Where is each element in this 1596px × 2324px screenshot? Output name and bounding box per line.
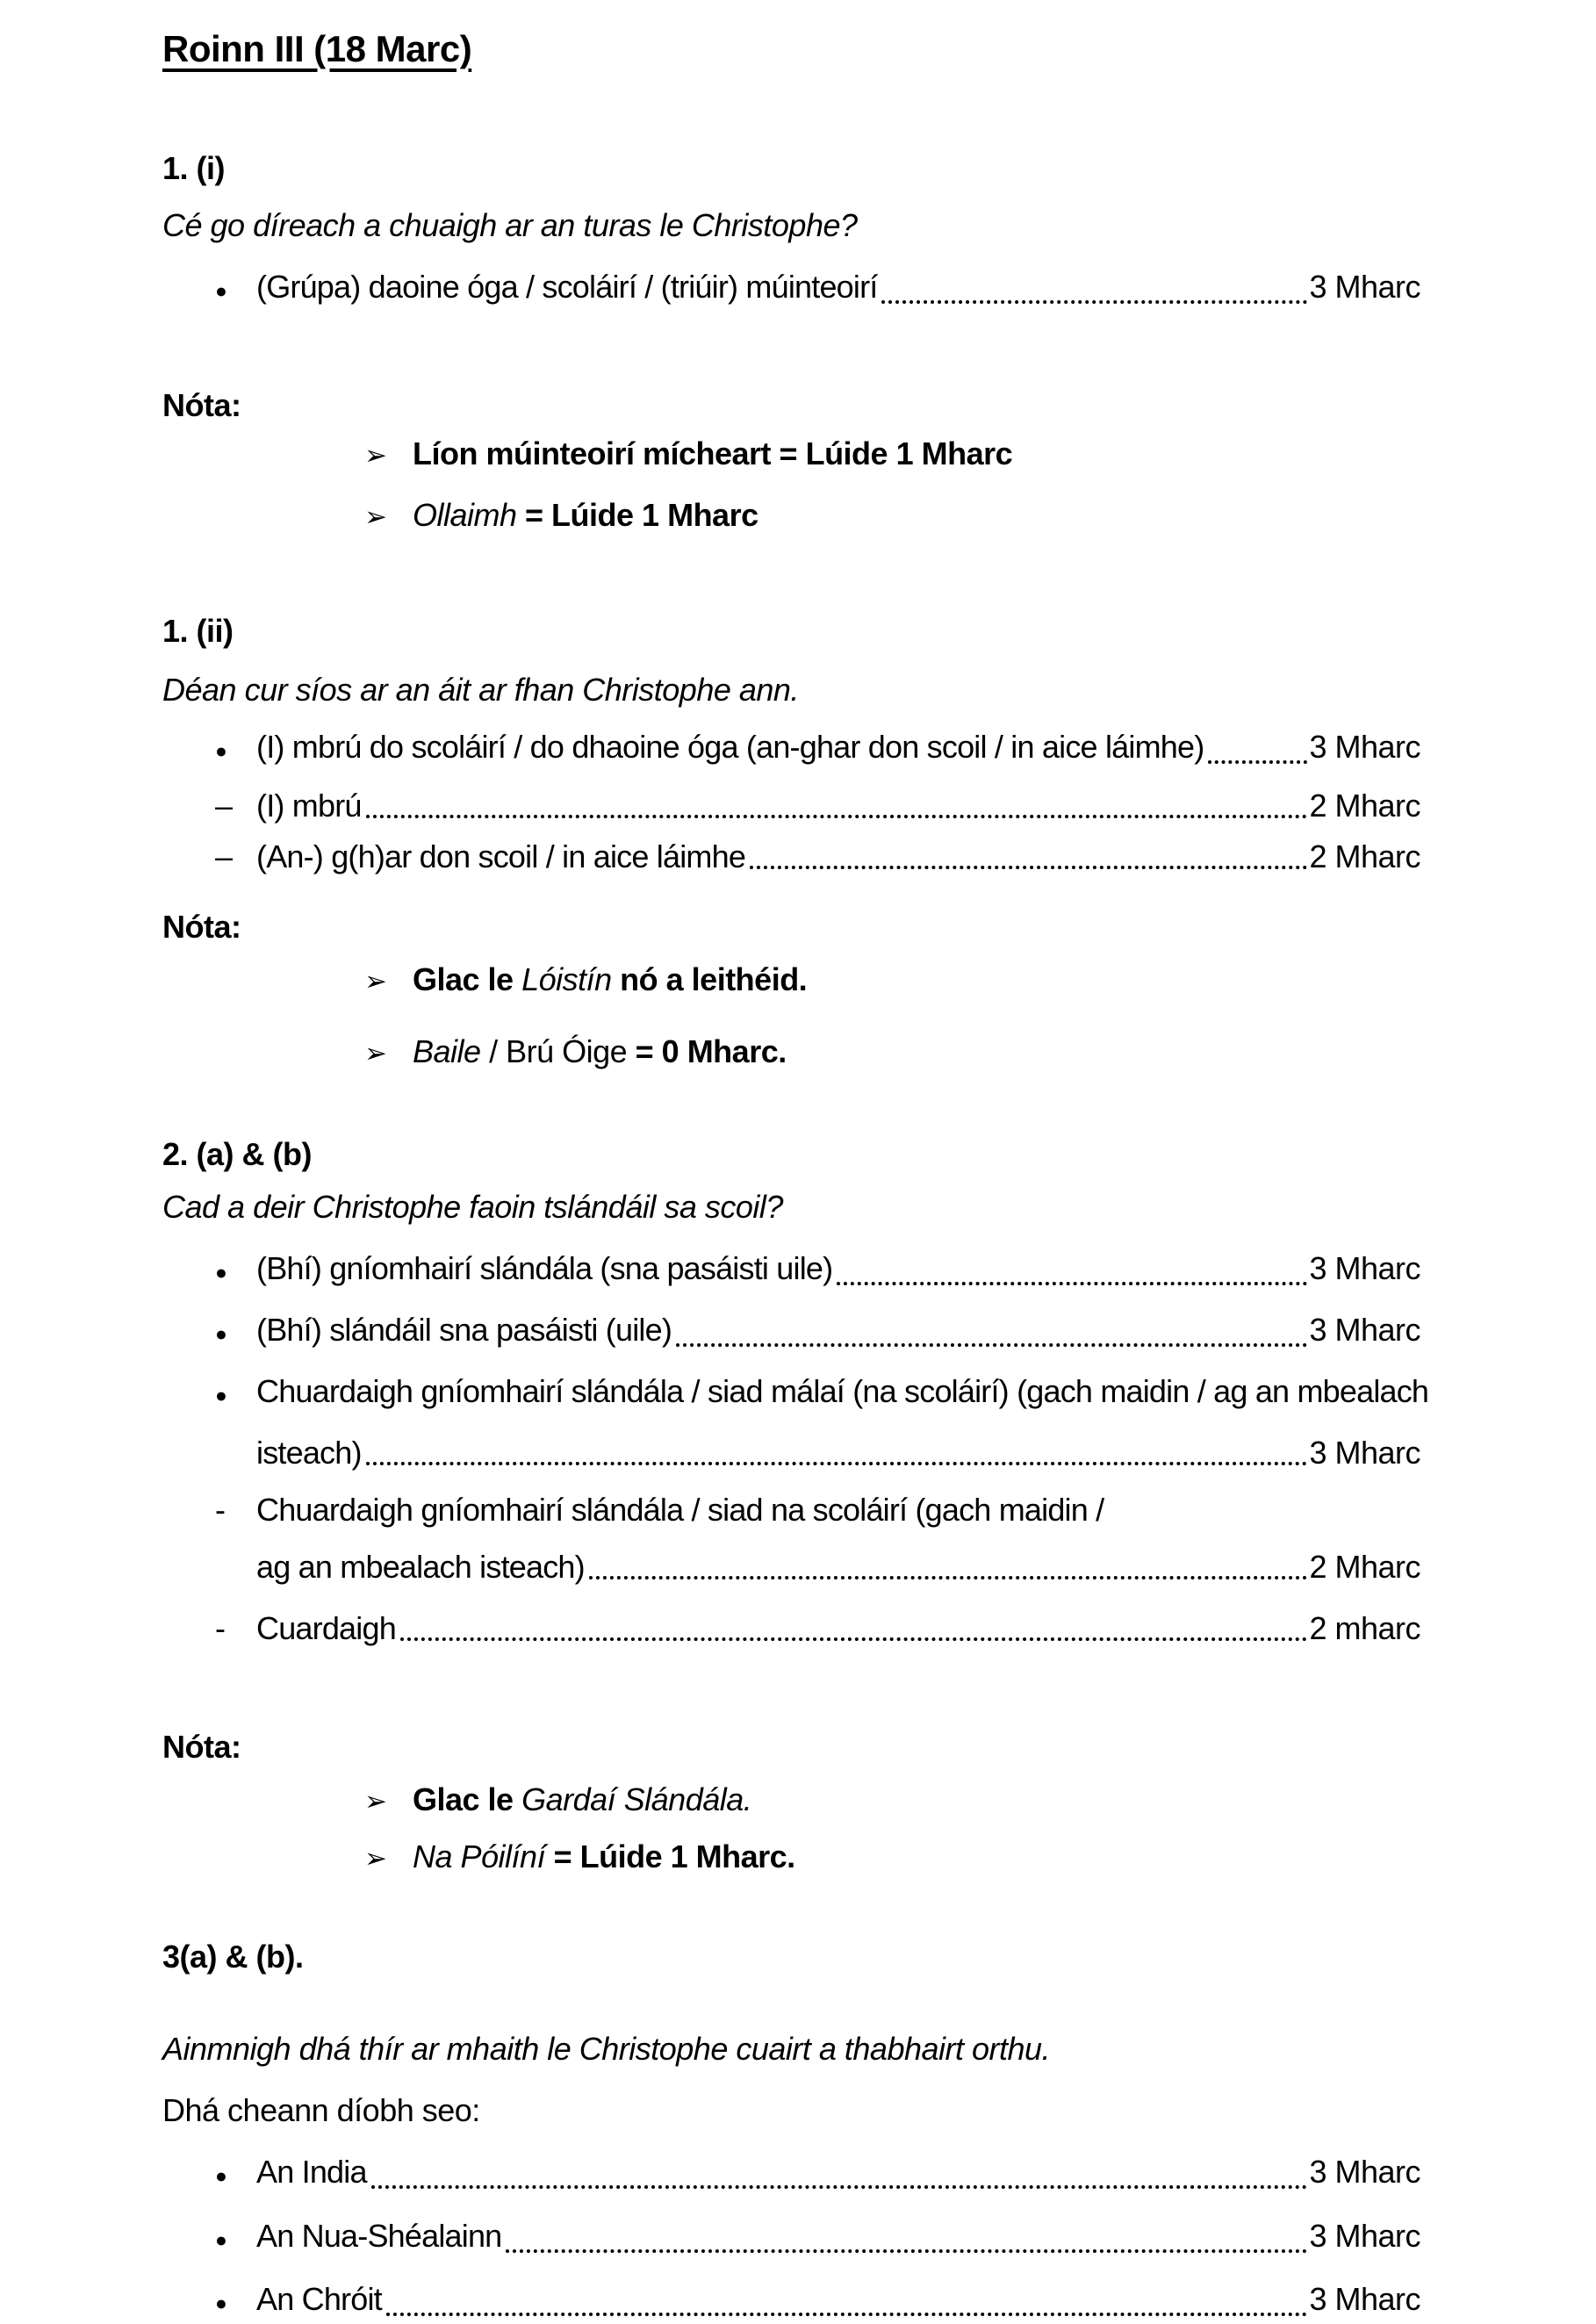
dot-leader bbox=[881, 300, 1307, 304]
note-run: = Lúide 1 Mharc. bbox=[545, 1838, 795, 1874]
answer-item-continuation bbox=[256, 1546, 1420, 1587]
dot-leader bbox=[750, 866, 1307, 869]
answer-text: (I) mbrú bbox=[256, 788, 362, 824]
section-heading-3ab: 3(a) & (b). bbox=[162, 1939, 304, 1975]
question-1i: Cé go díreach a chuaigh ar an turas le Christophe? bbox=[162, 207, 858, 243]
bullet-icon: ● bbox=[215, 1384, 227, 1407]
note-item bbox=[364, 959, 1420, 1002]
note-item bbox=[364, 1836, 1420, 1879]
arrow-icon: ➢ bbox=[364, 1786, 387, 1817]
dot-leader bbox=[837, 1282, 1307, 1285]
answer-item bbox=[215, 2278, 1420, 2324]
bullet-icon: ● bbox=[215, 2292, 227, 2314]
note-run: = 0 Mharc. bbox=[635, 1033, 787, 1069]
answer-text: (I) mbrú do scoláirí / do dhaoine óga (an-ghar don scoil / in aice láimhe) bbox=[256, 729, 1204, 765]
bullet-icon: ● bbox=[215, 1322, 227, 1345]
answer-item bbox=[215, 1309, 1420, 1355]
dot-leader bbox=[589, 1576, 1308, 1579]
answer-item bbox=[215, 726, 1420, 772]
note-run: nó a leithéid. bbox=[611, 961, 808, 997]
note-label: Nóta: bbox=[162, 387, 241, 423]
section-heading-1ii: 1. (ii) bbox=[162, 613, 234, 649]
marks-value: 3 Mharc bbox=[1309, 1250, 1420, 1286]
marks-value: 3 Mharc bbox=[1309, 2218, 1420, 2254]
dot-leader bbox=[386, 2313, 1308, 2316]
dot-leader bbox=[366, 1462, 1308, 1465]
answer-text: (An-) g(h)ar don scoil / in aice láimhe bbox=[256, 838, 746, 874]
dot-leader bbox=[676, 1343, 1307, 1347]
intro-text: Dhá cheann díobh seo: bbox=[162, 2092, 480, 2128]
dot-leader bbox=[400, 1637, 1308, 1641]
dot-leader bbox=[371, 2185, 1308, 2189]
arrow-icon: ➢ bbox=[364, 501, 387, 532]
bullet-icon: ● bbox=[215, 2228, 227, 2251]
dot-leader bbox=[366, 815, 1308, 818]
answer-text: (Bhí) gníomhairí slándála (sna pasáisti uile) bbox=[256, 1250, 833, 1286]
answer-item bbox=[215, 1248, 1420, 1293]
answer-item bbox=[215, 785, 1420, 826]
dash-icon: – bbox=[215, 788, 234, 824]
marks-value: 3 Mharc bbox=[1309, 1435, 1420, 1471]
answer-item bbox=[215, 2215, 1420, 2261]
arrow-icon: ➢ bbox=[364, 1038, 387, 1068]
note-run: Lóistín bbox=[521, 961, 612, 997]
answer-item bbox=[215, 1489, 1420, 1530]
note-run: Líon múinteoirí mícheart = Lúide 1 Mharc bbox=[413, 435, 1013, 471]
note-item bbox=[364, 1779, 1420, 1822]
marks-value: 3 Mharc bbox=[1309, 2154, 1420, 2190]
question-3ab: Ainmnigh dhá thír ar mhaith le Christophe cuairt a thabhairt orthu. bbox=[162, 2031, 1051, 2067]
marks-value: 2 Mharc bbox=[1309, 1549, 1420, 1585]
answer-item bbox=[215, 836, 1420, 877]
answer-text: An Nua-Shéalainn bbox=[256, 2218, 502, 2254]
note-text bbox=[413, 1031, 787, 1072]
section-heading-1i: 1. (i) bbox=[162, 150, 226, 186]
answer-text: ag an mbealach isteach) bbox=[256, 1549, 585, 1585]
page-title-text: Roinn III (18 Marc) bbox=[162, 28, 472, 69]
note-run: Ollaimh bbox=[413, 497, 517, 533]
marks-value: 3 Mharc bbox=[1309, 1312, 1420, 1348]
answer-text: Cuardaigh bbox=[256, 1610, 396, 1646]
answer-item bbox=[215, 2151, 1420, 2197]
answer-text: An Chróit bbox=[256, 2281, 382, 2317]
answer-item bbox=[215, 1608, 1420, 1649]
note-label: Nóta: bbox=[162, 1729, 241, 1765]
answer-text: (Grúpa) daoine óga / scoláirí / (triúir) múinteoirí bbox=[256, 269, 878, 305]
marks-value: 3 Mharc bbox=[1309, 729, 1420, 765]
note-text bbox=[413, 1836, 795, 1877]
note-text bbox=[413, 1779, 751, 1820]
marks-value: 2 Mharc bbox=[1309, 788, 1420, 824]
marks-value: 2 Mharc bbox=[1309, 838, 1420, 874]
dot-leader bbox=[506, 2249, 1307, 2253]
note-item bbox=[364, 433, 1420, 476]
question-2ab: Cad a deir Christophe faoin tslándáil sa scoil? bbox=[162, 1189, 783, 1225]
page-title bbox=[162, 26, 1420, 74]
question-1ii: Déan cur síos ar an áit ar fhan Christophe ann. bbox=[162, 672, 799, 708]
arrow-icon: ➢ bbox=[364, 966, 387, 997]
arrow-icon: ➢ bbox=[364, 440, 387, 471]
note-run: Baile bbox=[413, 1033, 481, 1069]
note-text bbox=[413, 494, 758, 536]
note-item bbox=[364, 494, 1420, 537]
note-run: Glac le bbox=[413, 1781, 522, 1817]
note-run: Na Póilíní bbox=[413, 1838, 546, 1874]
note-run: / Brú Óige bbox=[480, 1033, 636, 1069]
bullet-icon: ● bbox=[215, 739, 227, 762]
marks-value: 2 mharc bbox=[1309, 1610, 1420, 1646]
marks-value: 3 Mharc bbox=[1309, 2281, 1420, 2317]
answer-text: An India bbox=[256, 2154, 367, 2190]
note-text bbox=[413, 959, 807, 1000]
answer-item bbox=[215, 1371, 1429, 1416]
section-heading-2ab: 2. (a) & (b) bbox=[162, 1136, 312, 1172]
answer-text: isteach) bbox=[256, 1435, 362, 1471]
note-run: Gardaí Slándála. bbox=[521, 1781, 752, 1817]
dash-icon: – bbox=[215, 838, 234, 874]
bullet-icon: ● bbox=[215, 2164, 227, 2187]
answer-item bbox=[215, 266, 1420, 312]
hyphen-icon: - bbox=[215, 1610, 226, 1646]
arrow-icon: ➢ bbox=[364, 1843, 387, 1874]
dot-leader bbox=[1208, 760, 1307, 764]
note-run: Glac le bbox=[413, 961, 522, 997]
answer-text: Chuardaigh gníomhairí slándála / siad na scoláirí (gach maidin / bbox=[256, 1492, 1104, 1528]
answer-text: Chuardaigh gníomhairí slándála / siad málaí (na scoláirí) (gach maidin / ag an mbealach bbox=[256, 1373, 1429, 1409]
bullet-icon: ● bbox=[215, 1261, 227, 1284]
bullet-icon: ● bbox=[215, 279, 227, 302]
note-item bbox=[364, 1031, 1420, 1074]
note-run: = Lúide 1 Mharc bbox=[516, 497, 758, 533]
answer-item-continuation bbox=[256, 1432, 1420, 1473]
note-text bbox=[413, 433, 1012, 474]
answer-text: (Bhí) slándáil sna pasáisti (uile) bbox=[256, 1312, 672, 1348]
marks-value: 3 Mharc bbox=[1309, 269, 1420, 305]
note-label: Nóta: bbox=[162, 909, 241, 945]
hyphen-icon: - bbox=[215, 1492, 226, 1528]
